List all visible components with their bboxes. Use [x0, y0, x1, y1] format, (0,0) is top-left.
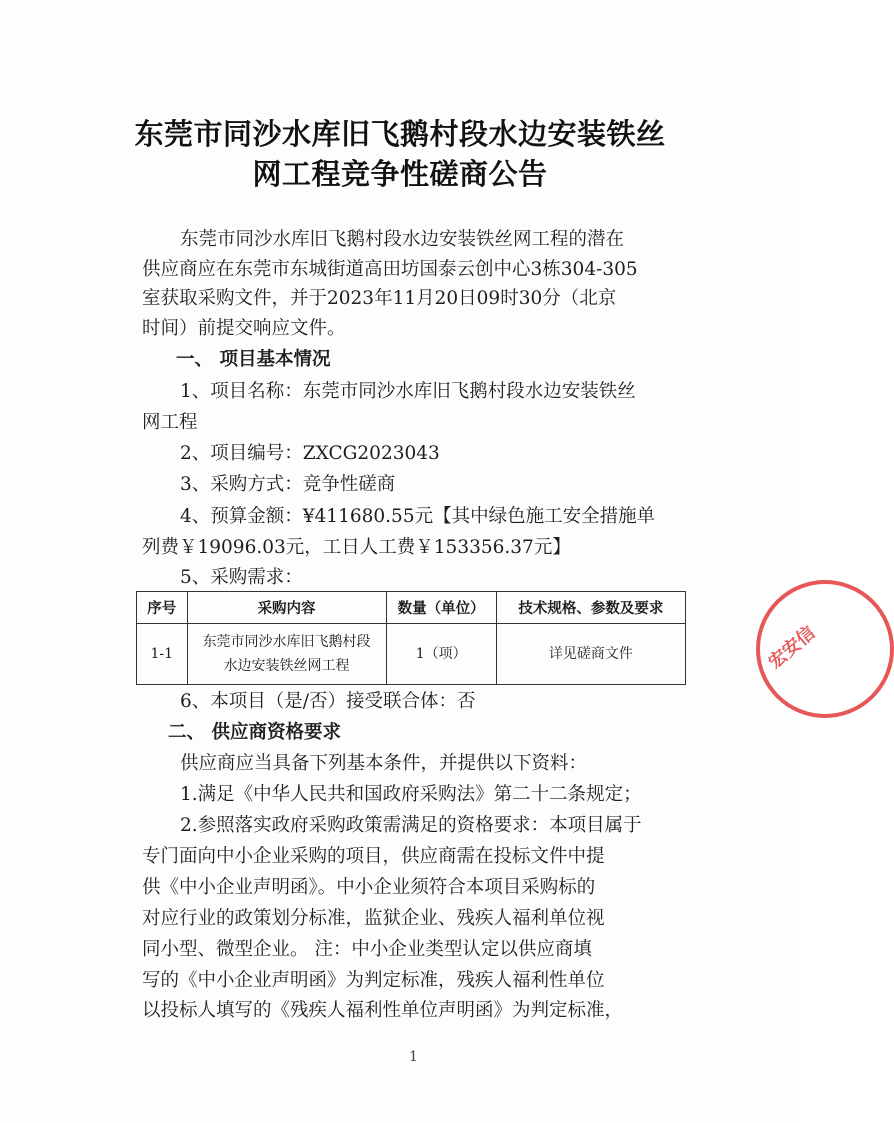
cell-specs: 详见磋商文件 [496, 624, 685, 685]
header-quantity: 数量（单位） [386, 592, 496, 624]
intro-line-4: 时间）前提交响应文件。 [142, 318, 346, 339]
cell-quantity: 1（项） [386, 624, 496, 685]
document-title-line2: 网工程竞争性磋商公告 [252, 157, 548, 191]
qualification-item-2-line7: 以投标人填写的《残疾人福利性单位声明函》为判定标准， [142, 1000, 624, 1021]
cell-content-line1: 东莞市同沙水库旧飞鹅村段 [202, 634, 371, 650]
cell-serial: 1-1 [137, 624, 188, 685]
header-content: 采购内容 [187, 592, 386, 624]
qualification-intro: 供应商应当具备下列基本条件，并提供以下资料： [180, 753, 588, 774]
qualification-item-2-line4: 对应行业的政策划分标准，监狱企业、残疾人福利单位视 [142, 908, 605, 929]
header-specs: 技术规格、参数及要求 [496, 592, 685, 624]
table-header-row [137, 592, 686, 624]
qualification-item-2-line5: 同小型、微型企业。 注：中小企业类型认定以供应商填 [142, 939, 592, 960]
budget-line1: 4、预算金额：¥411680.55元【其中绿色施工安全措施单 [180, 506, 656, 527]
project-name-line1: 1、项目名称：东莞市同沙水库旧飞鹅村段水边安装铁丝 [180, 381, 636, 402]
official-seal-text: 宏安信 [764, 622, 820, 674]
table-row [137, 624, 686, 685]
procurement-method: 3、采购方式：竞争性磋商 [180, 474, 396, 495]
qualification-item-1: 1.满足《中华人民共和国政府采购法》第二十二条规定； [180, 784, 642, 805]
qualification-item-2-line2: 专门面向中小企业采购的项目，供应商需在投标文件中提 [142, 846, 605, 867]
cell-content-line2: 水边安装铁丝网工程 [223, 658, 350, 674]
intro-line-2: 供应商应在东莞市东城街道高田坊国泰云创中心3栋304-305 [142, 259, 638, 280]
qualification-item-2-line1: 2.参照落实政府采购政策需满足的资格要求：本项目属于 [180, 815, 642, 836]
document-title-line1: 东莞市同沙水库旧飞鹅村段水边安装铁丝 [134, 117, 666, 151]
section2-heading: 二、 供应商资格要求 [168, 722, 341, 743]
qualification-item-2-line3: 供《中小企业声明函》。中小企业须符合本项目采购标的 [142, 877, 596, 898]
qualification-item-2-line6: 写的《中小企业声明函》为判定标准，残疾人福利性单位 [142, 970, 605, 991]
intro-line-1: 东莞市同沙水库旧飞鹅村段水边安装铁丝网工程的潜在 [180, 229, 625, 250]
cell-content [187, 624, 386, 685]
header-serial: 序号 [137, 592, 188, 624]
section1-heading: 一、 项目基本情况 [176, 349, 331, 370]
intro-line-3: 室获取采购文件，并于2023年11月20日09时30分（北京 [142, 288, 617, 309]
project-code: 2、项目编号：ZXCG2023043 [180, 443, 440, 464]
project-name-line2: 网工程 [142, 412, 198, 433]
procurement-needs-label: 5、采购需求： [180, 567, 303, 588]
page-number: 1 [409, 1049, 418, 1065]
consortium-statement: 6、本项目（是/否）接受联合体：否 [180, 691, 476, 712]
budget-line2: 列费￥19096.03元，工日人工费￥153356.37元】 [142, 537, 571, 558]
procurement-table [136, 591, 686, 685]
